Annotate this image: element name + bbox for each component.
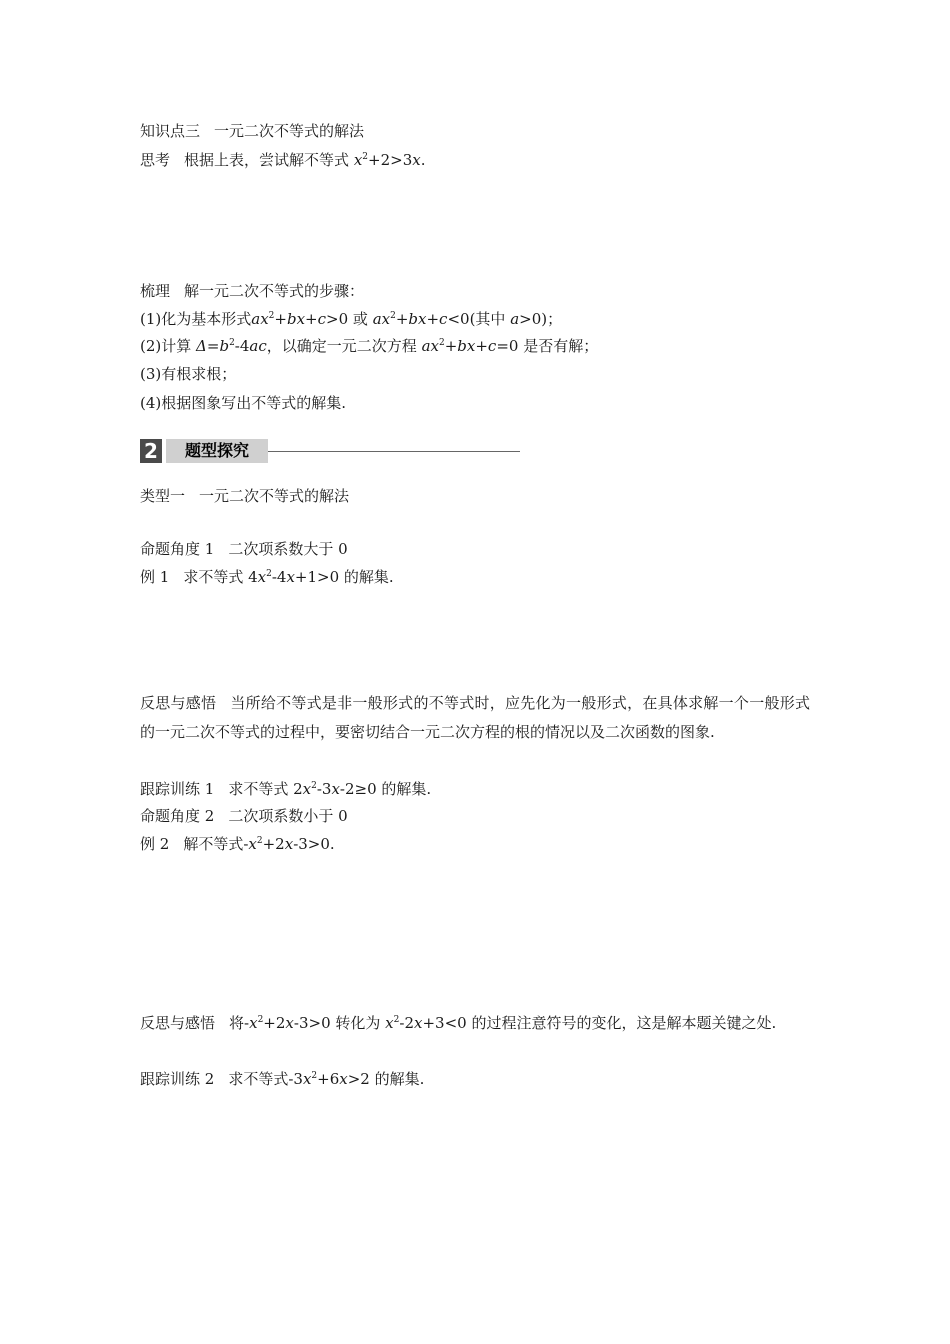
text-track1-c: -2≥0 的解集. — [339, 780, 432, 798]
text-reflect2-label: 反思与感悟 — [140, 1014, 216, 1032]
banner-number: 2 — [140, 439, 162, 463]
text-track1-e: 2 — [311, 781, 317, 791]
text-think-x2: x — [412, 151, 421, 169]
text-reflect2-d: -2 — [399, 1014, 414, 1032]
text-ex1-label: 例 1 — [140, 568, 170, 586]
text-summary-title: 解一元二次不等式的步骤： — [184, 282, 365, 300]
text-summary-step2-ac: ac — [249, 337, 267, 355]
banner-title: 题型探究 — [166, 439, 268, 463]
text-ex1-b: -4 — [271, 568, 287, 586]
text-summary-step1-bx2: bx — [408, 310, 427, 328]
text-summary-step1-bx: bx — [286, 310, 306, 328]
text-ex1-a: 求不等式 4 — [183, 568, 258, 586]
text-track1-b: -3 — [316, 780, 332, 798]
text-summary-step1-e: 2 — [268, 311, 275, 321]
text-think-text2: +2>3 — [368, 151, 413, 169]
text-summary-step1-cv: c — [317, 310, 327, 328]
text-summary-step1-f: + — [395, 310, 409, 328]
type-heading — [140, 486, 349, 506]
text-summary-step1-ax2: ax — [372, 310, 391, 328]
text-ex2-x: x — [248, 835, 257, 853]
reflection-1 — [140, 689, 810, 747]
text-ex1-x: x — [257, 568, 267, 586]
text-reflect2-x3: x — [385, 1014, 394, 1032]
section-banner — [140, 439, 520, 463]
text-track2-x: x — [302, 1070, 312, 1088]
text-reflect2-b: +2 — [263, 1014, 286, 1032]
text-track2-label: 跟踪训练 2 — [140, 1070, 215, 1088]
angle-2-heading — [140, 806, 348, 826]
text-ex2-b: +2 — [262, 835, 285, 853]
text-ex2-e: 2 — [256, 836, 263, 846]
text-summary-step2-a: (2)计算 — [140, 337, 192, 355]
reflection-2 — [140, 1009, 810, 1038]
text-type1-title: 一元二次不等式的解法 — [199, 487, 350, 505]
text-summary-step2-c: -4 — [234, 337, 250, 355]
section-label: 知识点三 — [140, 122, 201, 140]
text-summary-step2-bx: bx — [457, 337, 476, 355]
text-angle1-title: 二次项系数大于 0 — [228, 540, 348, 558]
text-summary-step1-b: + — [274, 310, 287, 328]
summary-heading — [140, 281, 364, 301]
text-track2-x2: x — [339, 1070, 348, 1088]
text-summary-step1-d: >0 或 — [326, 310, 368, 328]
text-track1-label: 跟踪训练 1 — [140, 780, 215, 798]
text-summary-step2-d: ，以确定一元二次方程 — [266, 337, 417, 355]
text-track1-x: x — [302, 780, 312, 798]
text-summary-step2-h: =0 是否有解； — [496, 337, 599, 355]
text-think-x: x — [353, 151, 363, 169]
text-reflect1-label: 反思与感悟 — [140, 694, 217, 712]
text-angle2-label: 命题角度 2 — [140, 807, 215, 825]
text-summary-step1-av: a — [510, 310, 520, 328]
text-reflect2-x: x — [249, 1014, 258, 1032]
step-3: (3)有根求根； — [140, 365, 237, 383]
text-track1-x2: x — [331, 780, 340, 798]
text-summary-label: 梳理 — [140, 282, 171, 300]
text-track2-b: +6 — [317, 1070, 340, 1088]
text-track2-e: 2 — [311, 1071, 318, 1081]
text-reflect2-f: +3<0 的过程注意符号的变化，这是解本题关键之处. — [422, 1014, 777, 1032]
text-reflect2-e: 2 — [257, 1015, 264, 1025]
text-think-label: 思考 — [140, 151, 171, 169]
text-type1-label: 类型一 — [140, 487, 186, 505]
text-summary-step1-e2: 2 — [390, 311, 396, 321]
text-track2-c: >2 的解集. — [347, 1070, 425, 1088]
angle-1-heading — [140, 539, 348, 559]
text-angle2-title: 二次项系数小于 0 — [228, 807, 348, 825]
text-summary-step1-i: >0)； — [519, 310, 563, 328]
text-summary-step1-a: (1)化为基本形式 — [140, 310, 252, 328]
text-summary-step2-f: + — [444, 337, 458, 355]
section-title: 一元二次不等式的解法 — [214, 122, 365, 140]
text-summary-step2-e: 2 — [229, 338, 235, 348]
text-summary-step1-g: + — [426, 310, 440, 328]
text-think-exp: 2 — [362, 152, 369, 162]
example-1 — [140, 567, 394, 587]
text-summary-step2-e2: 2 — [438, 338, 445, 348]
step-4: (4)根据图象写出不等式的解集. — [140, 394, 347, 412]
knowledge-point-heading — [140, 121, 364, 141]
text-think-text1: 根据上表，尝试解不等式 — [184, 151, 350, 169]
example-2 — [140, 834, 335, 854]
text-ex2-x2: x — [284, 835, 294, 853]
text-track2-a: 求不等式-3 — [228, 1070, 303, 1088]
text-think-end: . — [420, 151, 426, 169]
text-ex2-a: 解不等式- — [183, 835, 249, 853]
text-ex1-c: +1>0 的解集. — [294, 568, 394, 586]
think-question — [140, 150, 426, 170]
text-summary-step2-delta: Δ — [196, 337, 207, 355]
text-angle1-label: 命题角度 1 — [140, 540, 215, 558]
tracking-exercise-1 — [140, 779, 431, 799]
text-summary-step2-ax: ax — [421, 337, 439, 355]
text-ex2-c: -3>0. — [293, 835, 335, 853]
text-summary-step2-g: + — [475, 337, 488, 355]
text-reflect2-a: 将- — [229, 1014, 250, 1032]
step-2 — [140, 336, 598, 356]
text-ex1-e: 2 — [266, 569, 272, 579]
text-reflect2-c: -3>0 转化为 — [293, 1014, 381, 1032]
tracking-exercise-2 — [140, 1069, 424, 1089]
text-ex1-x2: x — [286, 568, 295, 586]
text-summary-step2-b: = — [206, 337, 220, 355]
text-summary-step2-bv: b — [219, 337, 230, 355]
text-reflect2-e2: 2 — [393, 1015, 400, 1025]
text-reflect1-text: 当所给不等式是非一般形式的不等式时，应先化为一般形式，在具体求解一个一般形式的一元二次不等式的过程中，要密切结合一元二次方程的根的情况以及二次函数的图象. — [140, 694, 810, 741]
text-summary-step1-cv2: c — [439, 310, 448, 328]
text-summary-step1-h: <0(其中 — [447, 310, 506, 328]
text-reflect2-x2: x — [285, 1014, 294, 1032]
banner-rule — [268, 451, 520, 452]
text-ex2-label: 例 2 — [140, 835, 170, 853]
text-reflect2-x4: x — [414, 1014, 423, 1032]
text-summary-step1-ax: ax — [251, 310, 269, 328]
text-summary-step1-c: + — [305, 310, 318, 328]
text-track1-a: 求不等式 2 — [228, 780, 303, 798]
text-summary-step2-cv: c — [487, 337, 497, 355]
step-1 — [140, 309, 562, 329]
